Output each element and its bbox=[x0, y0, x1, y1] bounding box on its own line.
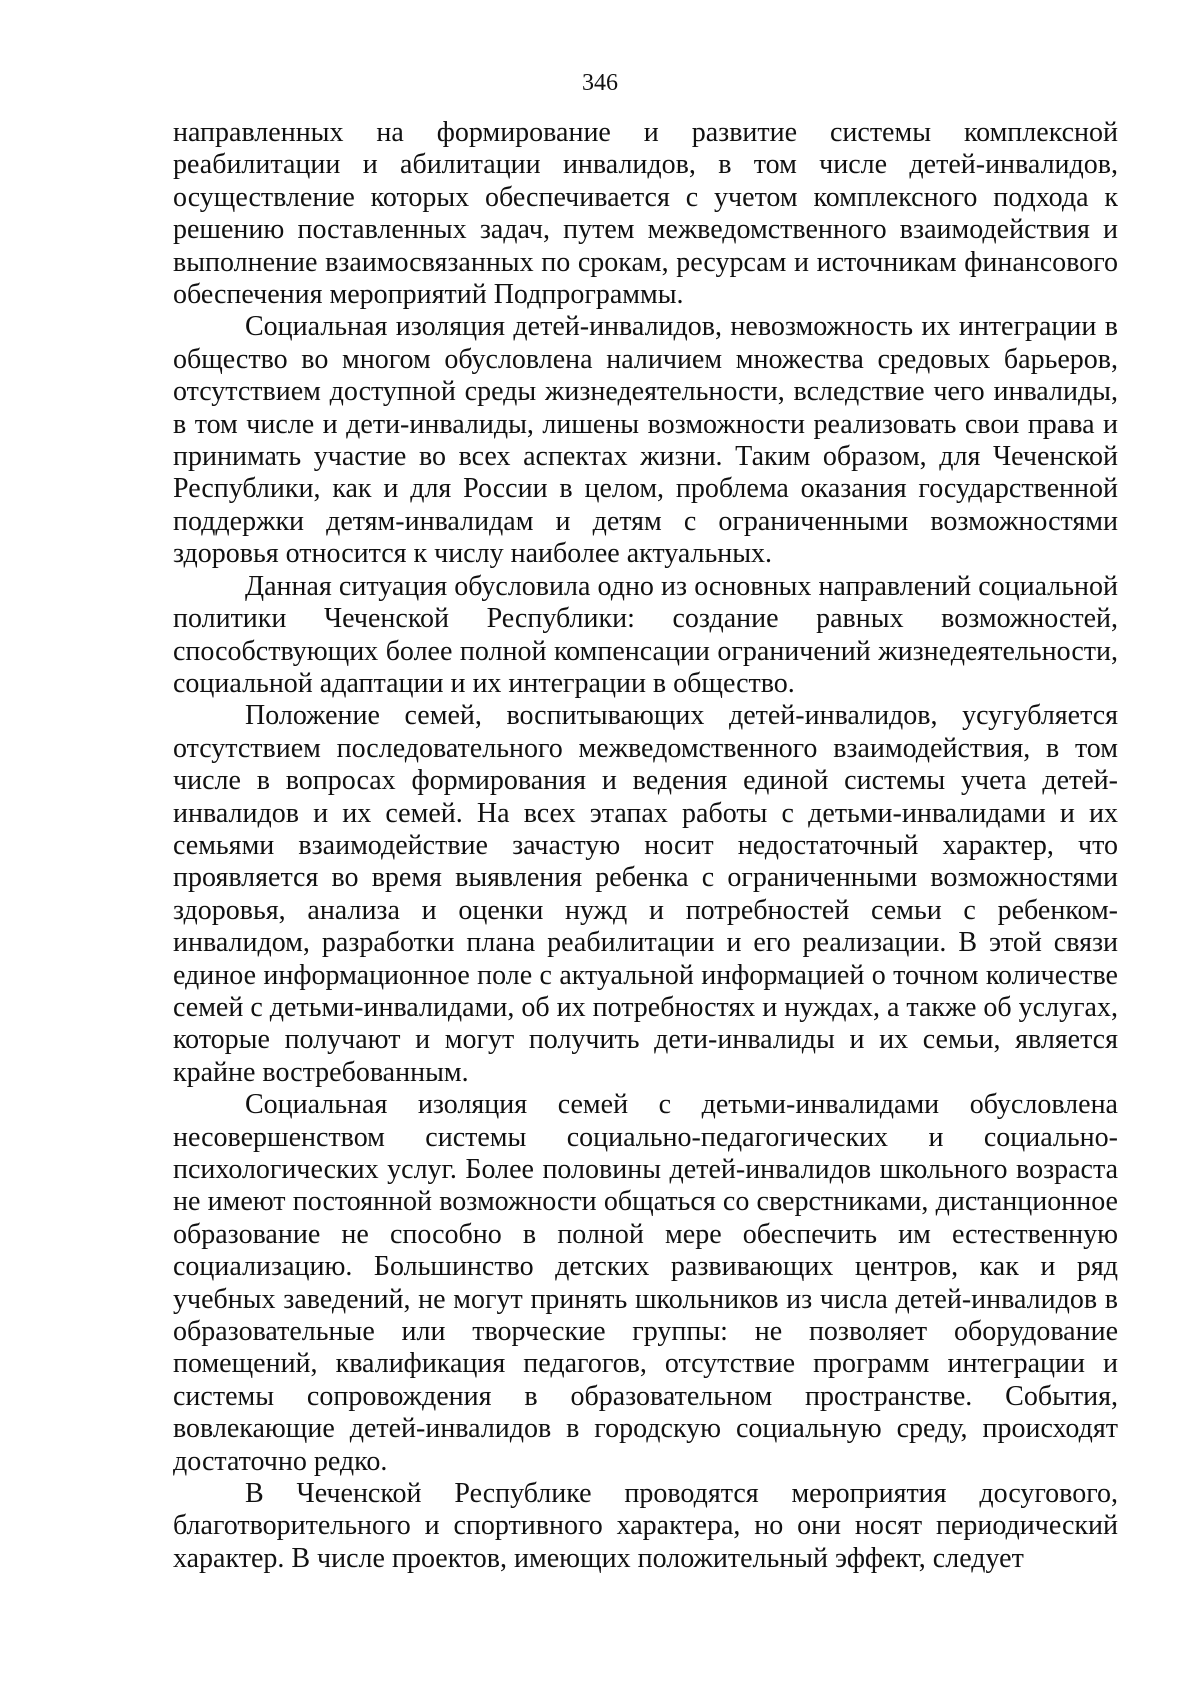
paragraph-1: направленных на формирование и развитие системы комплексной реабилитации и абилитации инвалидов, в том числе детей-инвалидов, осуществление которых обеспечивается с учетом комплексного подхода к решению поставленных задач, путем межведомственного взаимодействия и выполнение взаимосвязанных по срокам, ресурсам и источникам финансового обеспечения мероприятий Подпрограммы. bbox=[173, 117, 1118, 311]
paragraph-6: В Чеченской Республике проводятся мероприятия досугового, благотворительного и спортивного характера, но они носят периодический характер. В числе проектов, имеющих положительный эффект, следует bbox=[173, 1478, 1118, 1574]
page-number: 346 bbox=[582, 70, 618, 96]
paragraph-5: Социальная изоляция семей с детьми-инвалидами обусловлена несовершенством системы социально-педагогических и социально-психологических услуг. Более половины детей-инвалидов школьного возраста не имеют постоянной возможности общаться со сверстниками, дистанционное образование не способно в полной мере обеспечить им естественную социализацию. Большинство детских развивающих центров, как и ряд учебных заведений, не могут принять школьников из числа детей-инвалидов в образовательные или творческие группы: не позволяет оборудование помещений, квалификация педагогов, отсутствие программ интеграции и системы сопровождения в образовательном пространстве. События, вовлекающие детей-инвалидов в городскую социальную среду, происходят достаточно редко. bbox=[173, 1089, 1118, 1477]
paragraph-4: Положение семей, воспитывающих детей-инвалидов, усугубляется отсутствием последовательного межведомственного взаимодействия, в том числе в вопросах формирования и ведения единой системы учета детей-инвалидов и их семей. На всех этапах работы с детьми-инвалидами и их семьями взаимодействие зачастую носит недостаточный характер, что проявляется во время выявления ребенка с ограниченными возможностями здоровья, анализа и оценки нужд и потребностей семьи с ребенком-инвалидом, разработки плана реабилитации и его реализации. В этой связи единое информационное поле с актуальной информацией о точном количестве семей с детьми-инвалидами, об их потребностях и нуждах, а также об услугах, которые получают и могут получить дети-инвалиды и их семьи, является крайне востребованным. bbox=[173, 700, 1118, 1088]
document-body bbox=[173, 117, 1118, 1575]
paragraph-2: Социальная изоляция детей-инвалидов, невозможность их интеграции в общество во многом обусловлена наличием множества средовых барьеров, отсутствием доступной среды жизнедеятельности, вследствие чего инвалиды, в том числе и дети-инвалиды, лишены возможности реализовать свои права и принимать участие во всех аспектах жизни. Таким образом, для Чеченской Республики, как и для России в целом, проблема оказания государственной поддержки детям-инвалидам и детям с ограниченными возможностями здоровья относится к числу наиболее актуальных. bbox=[173, 311, 1118, 570]
paragraph-3: Данная ситуация обусловила одно из основных направлений социальной политики Чеченской Республики: создание равных возможностей, способствующих более полной компенсации ограничений жизнедеятельности, социальной адаптации и их интеграции в общество. bbox=[173, 570, 1118, 699]
